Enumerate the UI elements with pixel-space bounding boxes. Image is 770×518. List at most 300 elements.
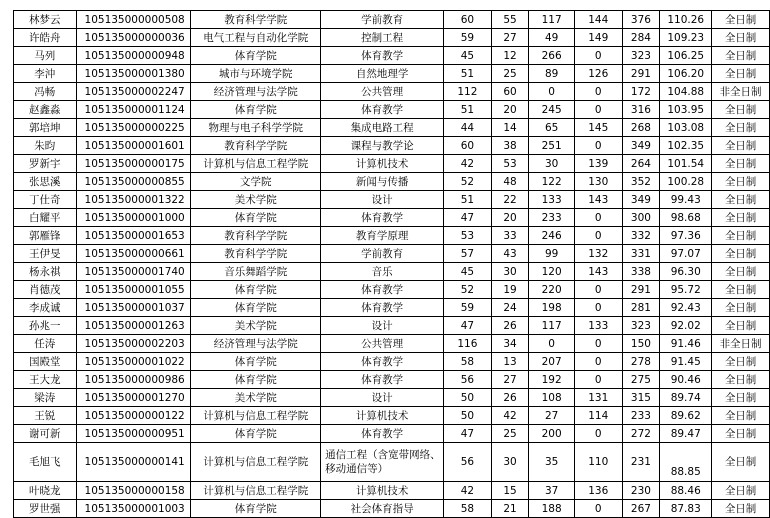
subject2-score-cell: 15: [491, 482, 529, 500]
composite-score-cell: 106.25: [660, 47, 712, 65]
major-cell: 计算机技术: [321, 482, 444, 500]
exam-id-cell: 105135000000986: [76, 371, 191, 389]
study-type-cell: 全日制: [712, 29, 770, 47]
major-cell: 计算机技术: [321, 407, 444, 425]
subject3-score-cell: 188: [529, 500, 575, 518]
college-cell: 教育科学学院: [191, 137, 321, 155]
name-cell: 王伊旻: [14, 245, 77, 263]
name-cell: 李沖: [14, 65, 77, 83]
composite-score-cell: 109.23: [660, 29, 712, 47]
total-score-cell: 349: [622, 191, 660, 209]
total-score-cell: 332: [622, 227, 660, 245]
subject4-score-cell: 145: [574, 119, 622, 137]
admission-table-container: [13, 10, 770, 518]
subject2-score-cell: 27: [491, 29, 529, 47]
college-cell: 经济管理与法学院: [191, 83, 321, 101]
table-row: [14, 83, 770, 101]
name-cell: 罗新宇: [14, 155, 77, 173]
exam-id-cell: 105135000001380: [76, 65, 191, 83]
subject1-score-cell: 47: [444, 317, 492, 335]
table-row: [14, 11, 770, 29]
college-cell: 美术学院: [191, 191, 321, 209]
exam-id-cell: 105135000000175: [76, 155, 191, 173]
name-cell: 肖德茂: [14, 281, 77, 299]
subject2-score-cell: 20: [491, 209, 529, 227]
major-cell: 新闻与传播: [321, 173, 444, 191]
composite-score-cell: 99.43: [660, 191, 712, 209]
subject2-score-cell: 60: [491, 83, 529, 101]
subject1-score-cell: 53: [444, 227, 492, 245]
total-score-cell: 278: [622, 353, 660, 371]
subject1-score-cell: 112: [444, 83, 492, 101]
table-row: [14, 407, 770, 425]
subject1-score-cell: 47: [444, 425, 492, 443]
table-row: [14, 371, 770, 389]
subject2-score-cell: 12: [491, 47, 529, 65]
study-type-cell: 全日制: [712, 389, 770, 407]
subject1-score-cell: 60: [444, 11, 492, 29]
subject1-score-cell: 42: [444, 155, 492, 173]
subject4-score-cell: 0: [574, 227, 622, 245]
composite-score-cell: 104.88: [660, 83, 712, 101]
study-type-cell: 全日制: [712, 11, 770, 29]
major-cell: 通信工程（含宽带网络、移动通信等）: [321, 443, 444, 482]
subject4-score-cell: 0: [574, 500, 622, 518]
subject1-score-cell: 52: [444, 281, 492, 299]
subject3-score-cell: 220: [529, 281, 575, 299]
exam-id-cell: 105135000000122: [76, 407, 191, 425]
college-cell: 体育学院: [191, 209, 321, 227]
total-score-cell: 230: [622, 482, 660, 500]
subject3-score-cell: 108: [529, 389, 575, 407]
total-score-cell: 323: [622, 317, 660, 335]
subject2-score-cell: 19: [491, 281, 529, 299]
college-cell: 教育科学学院: [191, 11, 321, 29]
study-type-cell: 全日制: [712, 137, 770, 155]
name-cell: 冯畅: [14, 83, 77, 101]
college-cell: 电气工程与自动化学院: [191, 29, 321, 47]
subject2-score-cell: 14: [491, 119, 529, 137]
table-row: [14, 101, 770, 119]
exam-id-cell: 105135000000948: [76, 47, 191, 65]
major-cell: 音乐: [321, 263, 444, 281]
exam-id-cell: 105135000000951: [76, 425, 191, 443]
college-cell: 教育科学学院: [191, 227, 321, 245]
subject1-score-cell: 51: [444, 101, 492, 119]
name-cell: 郭培坤: [14, 119, 77, 137]
study-type-cell: 全日制: [712, 371, 770, 389]
subject3-score-cell: 27: [529, 407, 575, 425]
subject3-score-cell: 207: [529, 353, 575, 371]
exam-id-cell: 105135000001124: [76, 101, 191, 119]
total-score-cell: 376: [622, 11, 660, 29]
subject1-score-cell: 44: [444, 119, 492, 137]
college-cell: 体育学院: [191, 425, 321, 443]
study-type-cell: 全日制: [712, 500, 770, 518]
exam-id-cell: 105135000001601: [76, 137, 191, 155]
subject3-score-cell: 246: [529, 227, 575, 245]
subject3-score-cell: 120: [529, 263, 575, 281]
major-cell: 体育教学: [321, 425, 444, 443]
study-type-cell: 全日制: [712, 155, 770, 173]
subject1-score-cell: 58: [444, 500, 492, 518]
table-row: [14, 425, 770, 443]
college-cell: 体育学院: [191, 500, 321, 518]
college-cell: 教育科学学院: [191, 245, 321, 263]
composite-score-cell: 92.02: [660, 317, 712, 335]
subject4-score-cell: 0: [574, 209, 622, 227]
table-row: [14, 263, 770, 281]
table-row: [14, 209, 770, 227]
total-score-cell: 349: [622, 137, 660, 155]
name-cell: 张思溪: [14, 173, 77, 191]
college-cell: 体育学院: [191, 281, 321, 299]
composite-score-cell: 98.68: [660, 209, 712, 227]
subject2-score-cell: 22: [491, 191, 529, 209]
composite-score-cell: 102.35: [660, 137, 712, 155]
table-row: [14, 353, 770, 371]
name-cell: 国殿堂: [14, 353, 77, 371]
total-score-cell: 284: [622, 29, 660, 47]
college-cell: 文学院: [191, 173, 321, 191]
table-row: [14, 191, 770, 209]
major-cell: 体育教学: [321, 101, 444, 119]
exam-id-cell: 105135000001322: [76, 191, 191, 209]
exam-id-cell: 105135000001037: [76, 299, 191, 317]
name-cell: 许皓舟: [14, 29, 77, 47]
total-score-cell: 264: [622, 155, 660, 173]
table-row: [14, 443, 770, 482]
subject1-score-cell: 51: [444, 191, 492, 209]
study-type-cell: 全日制: [712, 299, 770, 317]
study-type-cell: 全日制: [712, 209, 770, 227]
composite-score-cell: 96.30: [660, 263, 712, 281]
subject3-score-cell: 99: [529, 245, 575, 263]
composite-score-cell: 89.47: [660, 425, 712, 443]
major-cell: 教育学原理: [321, 227, 444, 245]
total-score-cell: 172: [622, 83, 660, 101]
exam-id-cell: 105135000001653: [76, 227, 191, 245]
subject1-score-cell: 50: [444, 407, 492, 425]
study-type-cell: 全日制: [712, 482, 770, 500]
table-row: [14, 137, 770, 155]
table-row: [14, 173, 770, 191]
subject1-score-cell: 52: [444, 173, 492, 191]
name-cell: 谢可新: [14, 425, 77, 443]
table-row: [14, 299, 770, 317]
name-cell: 罗世强: [14, 500, 77, 518]
total-score-cell: 323: [622, 47, 660, 65]
subject1-score-cell: 59: [444, 299, 492, 317]
subject3-score-cell: 245: [529, 101, 575, 119]
subject2-score-cell: 42: [491, 407, 529, 425]
subject4-score-cell: 143: [574, 191, 622, 209]
composite-score-cell: 89.74: [660, 389, 712, 407]
subject4-score-cell: 126: [574, 65, 622, 83]
subject3-score-cell: 0: [529, 335, 575, 353]
exam-id-cell: 105135000000141: [76, 443, 191, 482]
exam-id-cell: 105135000001022: [76, 353, 191, 371]
composite-score-cell: 110.26: [660, 11, 712, 29]
study-type-cell: 全日制: [712, 245, 770, 263]
composite-score-cell: 101.54: [660, 155, 712, 173]
total-score-cell: 150: [622, 335, 660, 353]
college-cell: 体育学院: [191, 47, 321, 65]
college-cell: 美术学院: [191, 389, 321, 407]
table-row: [14, 29, 770, 47]
table-row: [14, 317, 770, 335]
study-type-cell: 全日制: [712, 353, 770, 371]
total-score-cell: 300: [622, 209, 660, 227]
college-cell: 计算机与信息工程学院: [191, 155, 321, 173]
subject4-score-cell: 114: [574, 407, 622, 425]
major-cell: 设计: [321, 191, 444, 209]
subject4-score-cell: 143: [574, 263, 622, 281]
exam-id-cell: 105135000000225: [76, 119, 191, 137]
subject3-score-cell: 133: [529, 191, 575, 209]
subject2-score-cell: 20: [491, 101, 529, 119]
subject2-score-cell: 13: [491, 353, 529, 371]
exam-id-cell: 105135000001000: [76, 209, 191, 227]
exam-id-cell: 105135000000661: [76, 245, 191, 263]
total-score-cell: 352: [622, 173, 660, 191]
name-cell: 林梦云: [14, 11, 77, 29]
composite-score-cell: 103.95: [660, 101, 712, 119]
table-row: [14, 155, 770, 173]
subject3-score-cell: 30: [529, 155, 575, 173]
subject3-score-cell: 198: [529, 299, 575, 317]
composite-score-cell: 103.08: [660, 119, 712, 137]
exam-id-cell: 105135000002247: [76, 83, 191, 101]
subject4-score-cell: 0: [574, 281, 622, 299]
study-type-cell: 全日制: [712, 443, 770, 482]
subject4-score-cell: 0: [574, 83, 622, 101]
subject2-score-cell: 24: [491, 299, 529, 317]
college-cell: 体育学院: [191, 101, 321, 119]
table-row: [14, 389, 770, 407]
subject1-score-cell: 56: [444, 371, 492, 389]
total-score-cell: 272: [622, 425, 660, 443]
composite-score-cell: 91.45: [660, 353, 712, 371]
exam-id-cell: 105135000001270: [76, 389, 191, 407]
subject2-score-cell: 53: [491, 155, 529, 173]
subject1-score-cell: 56: [444, 443, 492, 482]
subject3-score-cell: 35: [529, 443, 575, 482]
exam-id-cell: 105135000000036: [76, 29, 191, 47]
subject3-score-cell: 49: [529, 29, 575, 47]
subject3-score-cell: 65: [529, 119, 575, 137]
college-cell: 体育学院: [191, 371, 321, 389]
composite-score-cell: 88.46: [660, 482, 712, 500]
subject3-score-cell: 192: [529, 371, 575, 389]
total-score-cell: 268: [622, 119, 660, 137]
name-cell: 赵鑫淼: [14, 101, 77, 119]
subject1-score-cell: 57: [444, 245, 492, 263]
name-cell: 毛旭飞: [14, 443, 77, 482]
exam-id-cell: 105135000001055: [76, 281, 191, 299]
total-score-cell: 231: [622, 443, 660, 482]
subject2-score-cell: 25: [491, 65, 529, 83]
total-score-cell: 315: [622, 389, 660, 407]
table-row: [14, 227, 770, 245]
subject4-score-cell: 149: [574, 29, 622, 47]
major-cell: 设计: [321, 389, 444, 407]
subject2-score-cell: 34: [491, 335, 529, 353]
subject3-score-cell: 122: [529, 173, 575, 191]
college-cell: 经济管理与法学院: [191, 335, 321, 353]
subject2-score-cell: 27: [491, 371, 529, 389]
college-cell: 城市与环境学院: [191, 65, 321, 83]
table-row: [14, 65, 770, 83]
college-cell: 计算机与信息工程学院: [191, 443, 321, 482]
composite-score-cell: 91.46: [660, 335, 712, 353]
subject3-score-cell: 117: [529, 317, 575, 335]
table-row: [14, 119, 770, 137]
subject2-score-cell: 30: [491, 443, 529, 482]
study-type-cell: 全日制: [712, 227, 770, 245]
composite-score-cell: 88.85: [660, 443, 712, 482]
subject4-score-cell: 0: [574, 371, 622, 389]
table-row: [14, 47, 770, 65]
subject4-score-cell: 0: [574, 101, 622, 119]
study-type-cell: 全日制: [712, 119, 770, 137]
subject3-score-cell: 117: [529, 11, 575, 29]
subject3-score-cell: 89: [529, 65, 575, 83]
name-cell: 王大龙: [14, 371, 77, 389]
subject4-score-cell: 132: [574, 245, 622, 263]
composite-score-cell: 95.72: [660, 281, 712, 299]
major-cell: 计算机技术: [321, 155, 444, 173]
table-row: [14, 482, 770, 500]
composite-score-cell: 89.62: [660, 407, 712, 425]
exam-id-cell: 105135000000855: [76, 173, 191, 191]
major-cell: 体育教学: [321, 281, 444, 299]
subject1-score-cell: 50: [444, 389, 492, 407]
table-row: [14, 500, 770, 518]
college-cell: 计算机与信息工程学院: [191, 482, 321, 500]
table-row: [14, 245, 770, 263]
subject3-score-cell: 37: [529, 482, 575, 500]
study-type-cell: 全日制: [712, 317, 770, 335]
exam-id-cell: 105135000001740: [76, 263, 191, 281]
subject4-score-cell: 144: [574, 11, 622, 29]
subject2-score-cell: 48: [491, 173, 529, 191]
college-cell: 体育学院: [191, 299, 321, 317]
study-type-cell: 非全日制: [712, 335, 770, 353]
name-cell: 白耀平: [14, 209, 77, 227]
major-cell: 体育教学: [321, 47, 444, 65]
major-cell: 社会体育指导: [321, 500, 444, 518]
composite-score-cell: 97.07: [660, 245, 712, 263]
college-cell: 体育学院: [191, 353, 321, 371]
name-cell: 孙兆一: [14, 317, 77, 335]
name-cell: 郭雁锋: [14, 227, 77, 245]
exam-id-cell: 105135000000158: [76, 482, 191, 500]
major-cell: 课程与教学论: [321, 137, 444, 155]
name-cell: 叶晓龙: [14, 482, 77, 500]
subject4-score-cell: 0: [574, 335, 622, 353]
subject2-score-cell: 55: [491, 11, 529, 29]
name-cell: 李成诚: [14, 299, 77, 317]
subject2-score-cell: 26: [491, 389, 529, 407]
name-cell: 丁仕奇: [14, 191, 77, 209]
table-row: [14, 335, 770, 353]
exam-id-cell: 105135000001003: [76, 500, 191, 518]
major-cell: 学前教育: [321, 245, 444, 263]
study-type-cell: 全日制: [712, 65, 770, 83]
total-score-cell: 281: [622, 299, 660, 317]
study-type-cell: 全日制: [712, 101, 770, 119]
major-cell: 体育教学: [321, 209, 444, 227]
subject1-score-cell: 116: [444, 335, 492, 353]
subject4-score-cell: 0: [574, 137, 622, 155]
subject1-score-cell: 42: [444, 482, 492, 500]
total-score-cell: 291: [622, 281, 660, 299]
subject4-score-cell: 0: [574, 299, 622, 317]
composite-score-cell: 106.20: [660, 65, 712, 83]
total-score-cell: 331: [622, 245, 660, 263]
major-cell: 公共管理: [321, 83, 444, 101]
major-cell: 体育教学: [321, 371, 444, 389]
major-cell: 设计: [321, 317, 444, 335]
subject4-score-cell: 136: [574, 482, 622, 500]
major-cell: 控制工程: [321, 29, 444, 47]
total-score-cell: 338: [622, 263, 660, 281]
subject1-score-cell: 51: [444, 65, 492, 83]
total-score-cell: 275: [622, 371, 660, 389]
study-type-cell: 全日制: [712, 173, 770, 191]
composite-score-cell: 92.43: [660, 299, 712, 317]
study-type-cell: 全日制: [712, 425, 770, 443]
composite-score-cell: 90.46: [660, 371, 712, 389]
study-type-cell: 全日制: [712, 281, 770, 299]
subject3-score-cell: 0: [529, 83, 575, 101]
subject2-score-cell: 25: [491, 425, 529, 443]
name-cell: 马列: [14, 47, 77, 65]
subject2-score-cell: 21: [491, 500, 529, 518]
subject2-score-cell: 30: [491, 263, 529, 281]
name-cell: 王锐: [14, 407, 77, 425]
subject4-score-cell: 131: [574, 389, 622, 407]
subject1-score-cell: 45: [444, 47, 492, 65]
subject3-score-cell: 233: [529, 209, 575, 227]
total-score-cell: 316: [622, 101, 660, 119]
total-score-cell: 267: [622, 500, 660, 518]
total-score-cell: 291: [622, 65, 660, 83]
name-cell: 任涛: [14, 335, 77, 353]
exam-id-cell: 105135000001263: [76, 317, 191, 335]
composite-score-cell: 100.28: [660, 173, 712, 191]
table-body: [14, 11, 770, 518]
study-type-cell: 全日制: [712, 191, 770, 209]
subject3-score-cell: 251: [529, 137, 575, 155]
name-cell: 杨永祺: [14, 263, 77, 281]
subject2-score-cell: 38: [491, 137, 529, 155]
subject1-score-cell: 47: [444, 209, 492, 227]
exam-id-cell: 105135000000508: [76, 11, 191, 29]
subject4-score-cell: 133: [574, 317, 622, 335]
major-cell: 体育教学: [321, 299, 444, 317]
name-cell: 梁涛: [14, 389, 77, 407]
subject1-score-cell: 45: [444, 263, 492, 281]
total-score-cell: 233: [622, 407, 660, 425]
exam-id-cell: 105135000002203: [76, 335, 191, 353]
study-type-cell: 全日制: [712, 407, 770, 425]
subject4-score-cell: 0: [574, 425, 622, 443]
table-row: [14, 281, 770, 299]
subject4-score-cell: 110: [574, 443, 622, 482]
composite-score-cell: 87.83: [660, 500, 712, 518]
